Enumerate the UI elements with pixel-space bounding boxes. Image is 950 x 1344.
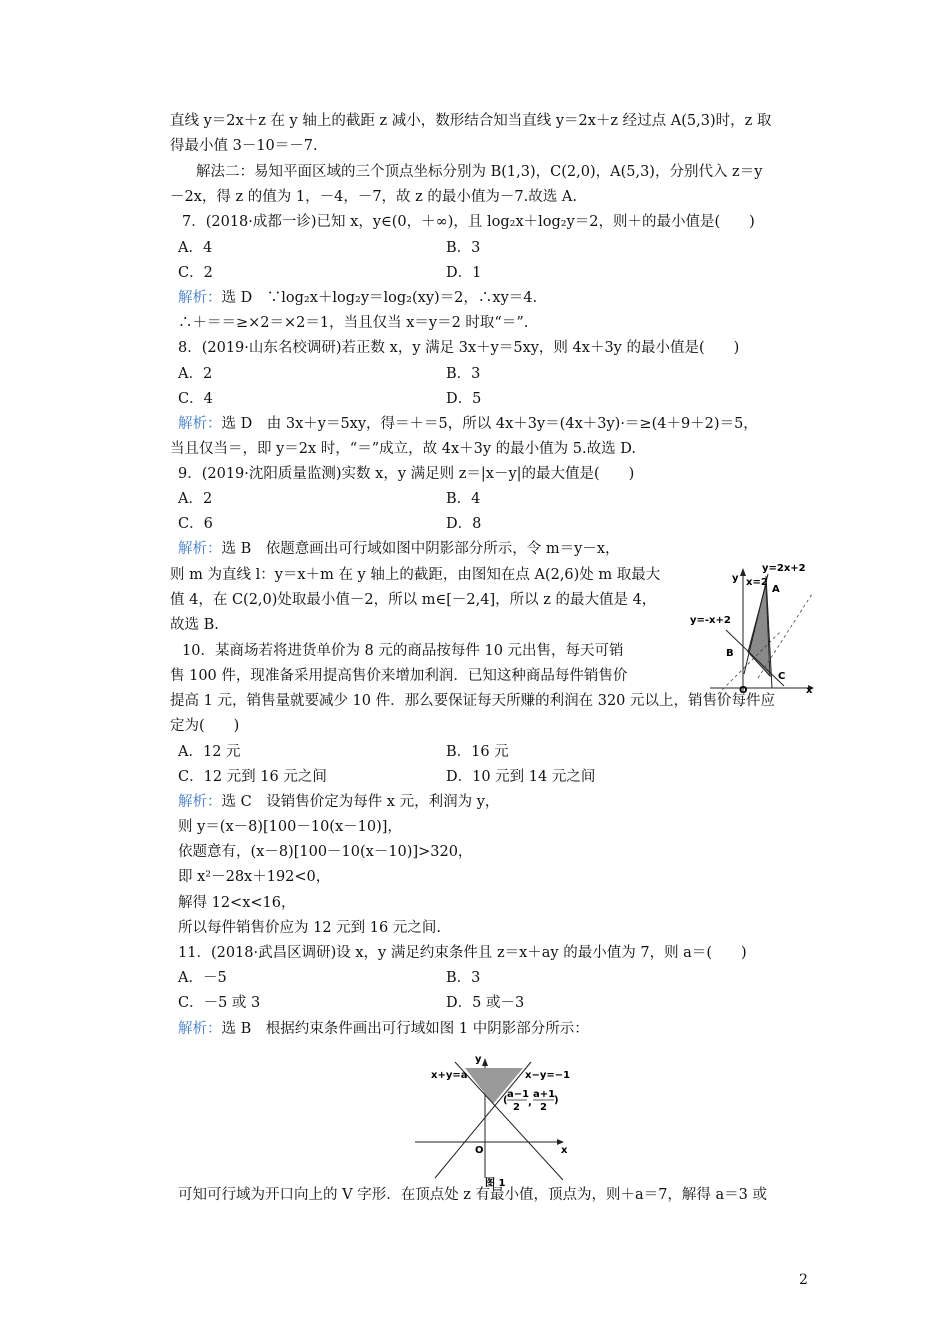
line-text: 9．(2019·沈阳质量监测)实数 x，y 满足则 z＝|x－y|的最大值是( ) xyxy=(178,466,635,482)
line-text: 直线 y＝2x＋z 在 y 轴上的截距 z 减小，数形结合知当直线 y＝2x＋z 经过点 A(5,3)时，z 取 xyxy=(170,113,772,129)
line-text: 售 100 件，现准备采用提高售价来增加利润．已知这种商品每件销售价 xyxy=(170,668,628,684)
solution-label: 解析： xyxy=(178,290,222,306)
line-text: ∴＋＝＝≥×2＝×2＝1，当且仅当 x＝y＝2 时取“＝”. xyxy=(178,315,529,331)
label-point-c: C xyxy=(778,671,786,682)
label-origin: O xyxy=(475,1145,484,1156)
svg-text:(: ( xyxy=(503,1095,508,1106)
vertex-x-numerator: a−1 xyxy=(507,1089,530,1100)
text-line xyxy=(196,162,762,182)
label-y-axis: y xyxy=(475,1054,482,1065)
line-text: 则 m 为直线 l：y＝x＋m 在 y 轴上的截距，由图知在点 A(2,6)处 m 取最大 xyxy=(170,567,661,583)
text-line xyxy=(170,590,656,610)
answer-option: D．1 xyxy=(446,265,482,281)
label-x-axis: x xyxy=(806,685,813,696)
text-line xyxy=(170,615,219,635)
line-text: 依题意有，(x－8)[100－10(x－10)]>320， xyxy=(178,844,473,860)
text-line xyxy=(178,313,528,333)
text-line xyxy=(178,414,758,434)
text-line xyxy=(170,111,771,131)
label-y-axis: y xyxy=(732,573,739,584)
line-text: 可知可行域为开口向上的 V 字形．在顶点处 z 有最小值，顶点为，则＋a＝7，解得 a＝3 或 xyxy=(178,1187,768,1203)
answer-option: C．2 xyxy=(178,265,213,281)
text-line xyxy=(178,893,296,913)
line-text: 则 y＝(x－8)[100－10(x－10)]， xyxy=(178,819,402,835)
figure-caption: 图 1 xyxy=(485,1178,506,1189)
answer-option: B．3 xyxy=(446,366,481,382)
line-text: 11．(2018·武昌区调研)设 x，y 满足约束条件且 z＝x＋ay 的最小值为 7，则 a＝( ) xyxy=(178,945,747,961)
line-text: 8．(2019·山东名校调研)若正数 x，y 满足 3x＋y＝5xy，则 4x＋3y 的最小值是( ) xyxy=(178,340,740,356)
vertex-y-denominator: 2 xyxy=(540,1102,547,1113)
page-number: 2 xyxy=(799,1272,808,1288)
text-line xyxy=(178,943,747,963)
line-text: 定为( ) xyxy=(170,718,240,734)
svg-text:): ) xyxy=(554,1095,559,1106)
vertex-x-denominator: 2 xyxy=(513,1102,520,1113)
text-line xyxy=(170,716,239,736)
label-origin: O xyxy=(739,685,748,696)
text-line xyxy=(178,338,739,358)
answer-option: B．3 xyxy=(446,240,481,256)
text-line xyxy=(170,439,636,459)
line-text: 10．某商场若将进货单价为 8 元的商品按每件 10 元出售，每天可销 xyxy=(182,643,624,659)
label-point-a: A xyxy=(772,584,780,595)
text-line xyxy=(170,666,627,686)
answer-option: A．2 xyxy=(178,366,213,382)
text-line xyxy=(178,817,402,837)
svg-text:,: , xyxy=(528,1097,532,1108)
answer-option: D．5 xyxy=(446,391,482,407)
text-line xyxy=(170,136,318,156)
text-line xyxy=(170,691,775,711)
text-line xyxy=(170,187,577,207)
text-line xyxy=(178,464,634,484)
feasible-region-figure-q11 xyxy=(415,1052,585,1190)
answer-option: D．5 或－3 xyxy=(446,995,525,1011)
label-y-neg-x-2: y=-x+2 xyxy=(690,615,731,626)
line-text: 故选 B. xyxy=(170,617,219,633)
solution-label: 解析： xyxy=(178,416,222,432)
solution-label: 解析： xyxy=(178,541,222,557)
line-text: 提高 1 元，销售量就要减少 10 件．那么要保证每天所赚的利润在 320 元以上，销售价每件应 xyxy=(170,693,776,709)
line-text: 选 D ∵log₂x＋log₂y＝log₂(xy)＝2，∴xy＝4. xyxy=(221,290,538,306)
feasible-region-figure-q9 xyxy=(688,562,818,697)
text-line xyxy=(178,842,472,862)
line-text: －2x，得 z 的值为 1，－4，－7，故 z 的最小值为－7.故选 A. xyxy=(170,189,577,205)
line-text: 解得 12<x<16， xyxy=(178,895,296,911)
text-line xyxy=(182,641,624,661)
answer-option: D．10 元到 14 元之间 xyxy=(446,769,596,785)
answer-option: B．4 xyxy=(446,491,481,507)
answer-option: B．3 xyxy=(446,970,481,986)
vertex-coordinate-label xyxy=(503,1089,559,1113)
text-line xyxy=(178,288,537,308)
y-axis-arrow-icon xyxy=(482,1058,488,1066)
line-text: 选 B 依题意画出可行域如图中阴影部分所示，令 m＝y－x， xyxy=(221,541,620,557)
line-text: 选 C 设销售价定为每件 x 元，利润为 y， xyxy=(221,794,500,810)
label-point-b: B xyxy=(726,648,734,659)
text-line xyxy=(178,539,620,559)
line-text: 所以每件销售价应为 12 元到 16 元之间. xyxy=(178,920,441,936)
answer-option: D．8 xyxy=(446,516,482,532)
label-x-minus-y-neg1: x−y=−1 xyxy=(525,1070,571,1081)
answer-option: C．6 xyxy=(178,516,213,532)
line-text: 即 x²－28x＋192<0， xyxy=(178,869,331,885)
line-text: 解法二：易知平面区域的三个顶点坐标分别为 B(1,3)，C(2,0)，A(5,3)，分别代入 z＝y xyxy=(196,164,763,180)
line-text: 选 D 由 3x＋y＝5xy，得＝＋＝5，所以 4x＋3y＝(4x＋3y)·＝≥(4＋9＋2)＝5， xyxy=(221,416,758,432)
answer-option: C．12 元到 16 元之间 xyxy=(178,769,327,785)
line-text: 值 4，在 C(2,0)处取最小值－2，所以 m∈[－2,4]，所以 z 的最大值是 4， xyxy=(170,592,657,608)
line-text: 当且仅当＝，即 y＝2x 时，“＝”成立，故 4x＋3y 的最小值为 5.故选 D. xyxy=(170,441,636,457)
line-text: 选 B 根据约束条件画出可行域如图 1 中阴影部分所示： xyxy=(221,1021,589,1037)
line-text: 得最小值 3－10＝－7. xyxy=(170,138,318,154)
y-axis-arrow-icon xyxy=(740,568,746,576)
answer-option: A．2 xyxy=(178,491,213,507)
answer-option: A．4 xyxy=(178,240,213,256)
text-line xyxy=(178,1019,589,1039)
text-line xyxy=(170,565,660,585)
label-x-2: x=2 xyxy=(746,577,768,588)
label-x-axis: x xyxy=(561,1145,568,1156)
text-line xyxy=(178,918,441,938)
answer-option: A．－5 xyxy=(178,970,227,986)
label-x-plus-y-a: x+y=a xyxy=(431,1070,468,1081)
label-y-2x-2: y=2x+2 xyxy=(762,563,806,574)
text-line xyxy=(178,792,499,812)
answer-option: A．12 元 xyxy=(178,744,241,760)
answer-option: C．4 xyxy=(178,391,213,407)
text-line xyxy=(182,212,755,232)
answer-option: B．16 元 xyxy=(446,744,509,760)
vertex-y-numerator: a+1 xyxy=(533,1089,556,1100)
line-text: 7．(2018·成都一诊)已知 x，y∈(0，＋∞)，且 log₂x＋log₂y＝2，则＋的最小值是( ) xyxy=(182,214,755,230)
solution-label: 解析： xyxy=(178,794,222,810)
solution-label: 解析： xyxy=(178,1021,222,1037)
text-line xyxy=(178,867,330,887)
answer-option: C．－5 或 3 xyxy=(178,995,261,1011)
